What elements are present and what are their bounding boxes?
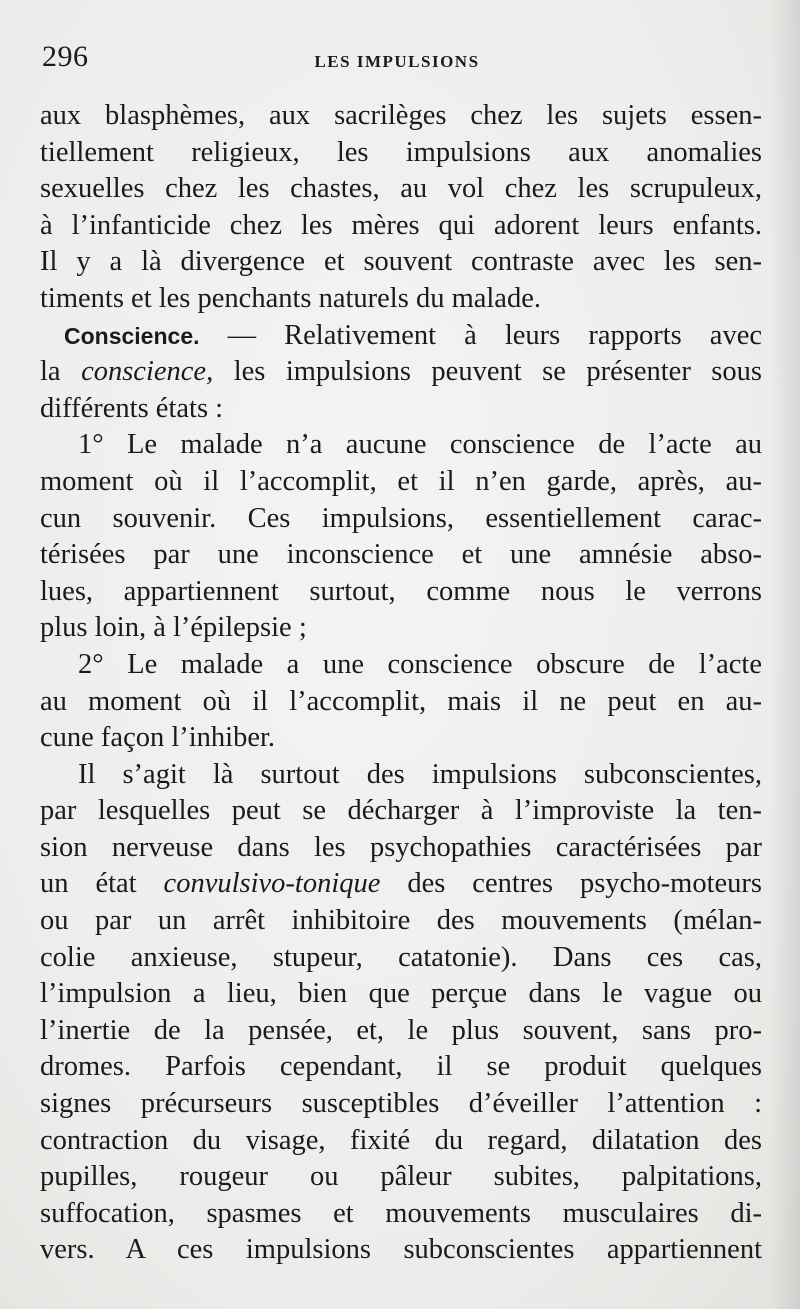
text-line: sion nerveuse dans les psychopathies caractérisées par — [40, 831, 762, 863]
text-line: cune façon l’inhiber. — [40, 722, 276, 754]
text-line: l’inertie de la pensée, et, le plus souvent, sans pro- — [40, 1014, 762, 1046]
italic-term: convulsivo-tonique — [163, 868, 381, 900]
text-line: l’impulsion a lieu, bien que perçue dans le vague ou — [40, 978, 762, 1010]
text-line: dromes. Parfois cependant, il se produit quelques — [40, 1051, 762, 1083]
text-line: plus loin, à l’épilepsie ; — [40, 612, 307, 644]
text-line: moment où il l’accomplit, et il n’en garde, après, au- — [40, 465, 762, 497]
text-line: suffocation, spasmes et mouvements musculaires di- — [40, 1197, 762, 1229]
text-line: par lesquelles peut se décharger à l’improviste la ten- — [40, 795, 762, 827]
text-line: 1° Le malade n’a aucune conscience de l’acte au — [78, 429, 762, 461]
text-line: sexuelles chez les chastes, au vol chez les scrupuleux, — [40, 173, 762, 205]
page-number: 296 — [42, 40, 89, 73]
text-line: Il y a là divergence et souvent contraste avec les sen- — [40, 246, 762, 278]
text-run: — Relativement à leurs rapports avec — [199, 319, 762, 351]
text-line: signes précurseurs susceptibles d’éveiller l’attention : — [40, 1088, 762, 1120]
running-head: LES IMPULSIONS — [314, 52, 480, 71]
text-line: Il s’agit là surtout des impulsions subconscientes, — [78, 758, 762, 790]
text-line — [40, 354, 762, 391]
text-line: 2° Le malade a une conscience obscure de l’acte — [78, 648, 762, 680]
section-heading-conscience: Conscience. — [64, 322, 200, 349]
text-run: les impulsions peuvent se présenter sous — [213, 356, 762, 388]
page-gutter-shadow — [770, 0, 800, 1309]
text-line: térisées par une inconscience et une amnésie abso- — [40, 539, 762, 571]
text-line: à l’infanticide chez les mères qui adorent leurs enfants. — [40, 209, 762, 241]
text-run: la — [40, 356, 82, 388]
italic-term: conscience, — [81, 356, 214, 388]
text-line: différents états : — [40, 392, 224, 424]
text-line — [40, 318, 762, 355]
text-line: colie anxieuse, stupeur, catatonie). Dans ces cas, — [40, 941, 762, 973]
text-line: contraction du visage, fixité du regard, dilatation des — [40, 1124, 762, 1156]
text-run: un état — [40, 868, 164, 900]
text-line: aux blasphèmes, aux sacrilèges chez les sujets essen- — [40, 100, 762, 131]
text-line: vers. A ces impulsions subconscientes appartiennent — [40, 1234, 762, 1266]
text-line: ou par un arrêt inhibitoire des mouvements (mélan- — [40, 905, 762, 937]
text-line: au moment où il l’accomplit, mais il ne peut en au- — [40, 685, 762, 717]
text-line: tiellement religieux, les impulsions aux anomalies — [40, 136, 762, 168]
text-line: cun souvenir. Ces impulsions, essentiellement carac- — [40, 502, 762, 534]
page-header — [42, 40, 752, 80]
text-line: pupilles, rougeur ou pâleur subites, palpitations, — [40, 1161, 762, 1193]
text-run: des centres psycho-moteurs — [380, 868, 762, 900]
body-text — [40, 98, 762, 1269]
text-line: timents et les penchants naturels du malade. — [40, 282, 541, 314]
text-line — [40, 866, 762, 903]
text-line: lues, appartiennent surtout, comme nous le verrons — [40, 575, 762, 607]
